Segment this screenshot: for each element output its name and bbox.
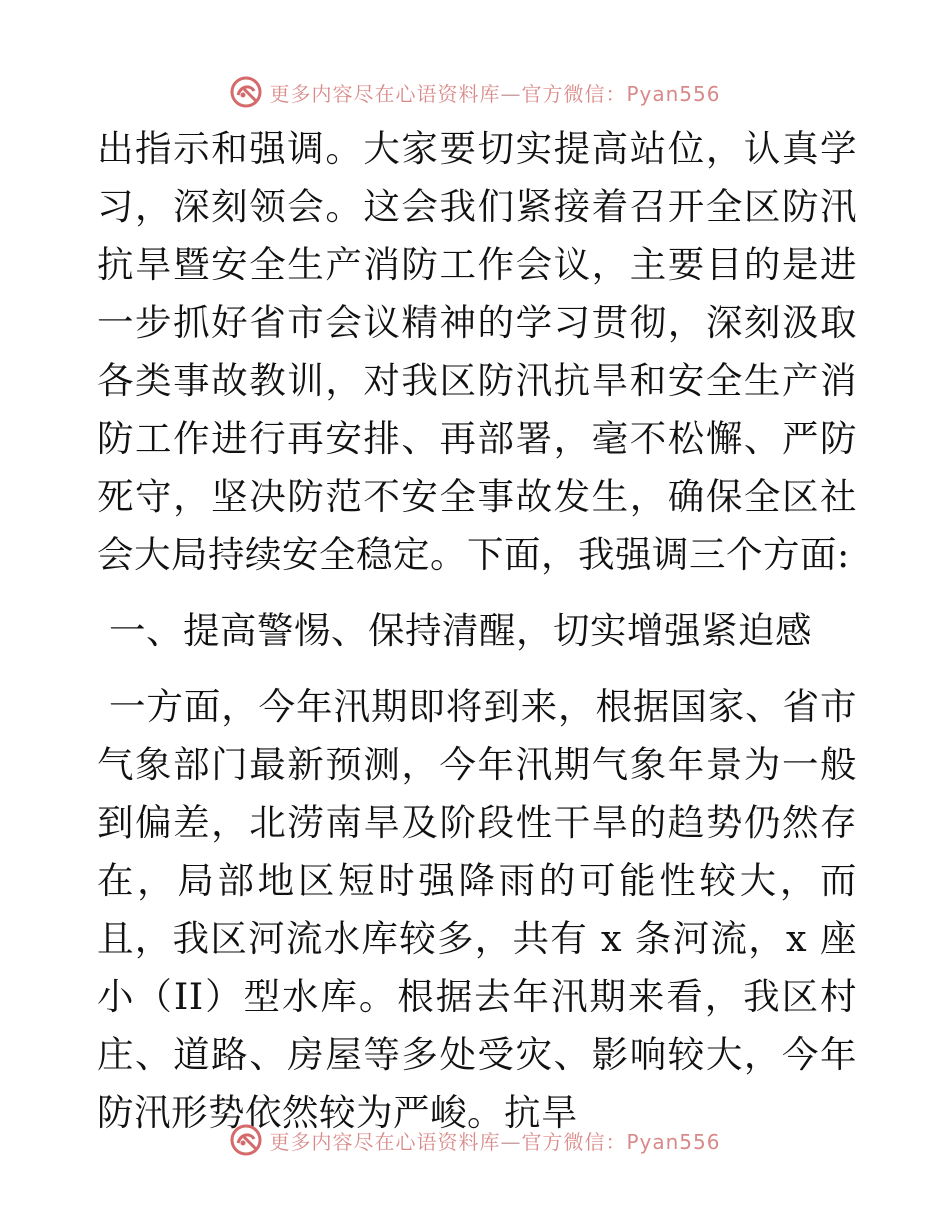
section-heading-1: 一、提高警惕、保持清醒，切实增强紧迫感	[109, 609, 812, 652]
watermark-separator: —	[500, 81, 522, 106]
watermark-main-text: 更多内容尽在心语资料库	[269, 81, 501, 106]
header-watermark	[0, 72, 950, 112]
paragraph-intro: 出指示和强调。大家要切实提高站位，认真学习，深刻领会。这会我们紧接着召开全区防汛抗旱暨安全生产消防工作会议，主要目的是进一步抓好省市会议精神的学习贯彻，深刻汲取各类事故教训，对我区防汛抗旱和安全生产消防工作进行再安排、再部署，毫不松懈、严防死守，坚决防范不安全事故发生，确保全区社会大局持续安全稳定。下面，我强调三个方面:	[97, 127, 857, 576]
watermark-wechat-text: 官方微信：Pyan556	[521, 81, 721, 106]
footer-watermark	[0, 1120, 950, 1160]
watermark-separator: —	[500, 1129, 522, 1154]
document-body	[97, 120, 857, 1142]
watermark-wechat-text: 官方微信：Pyan556	[521, 1129, 721, 1154]
heart-pen-logo-icon	[229, 75, 263, 109]
paragraph-section-1: 一方面，今年汛期即将到来，根据国家、省市气象部门最新预测，今年汛期气象年景为一般到偏差，北涝南旱及阶段性干旱的趋势仍然存在，局部地区短时强降雨的可能性较大，而且，我区河流水库较多，共有 x 条河流，x 座小（II）型水库。根据去年汛期来看，我区村庄、道路、房屋等多处受灾、影响较大，今年防汛形势依然较为严峻。抗旱	[97, 685, 857, 1134]
watermark-main-text: 更多内容尽在心语资料库	[269, 1129, 501, 1154]
heart-pen-logo-icon	[229, 1123, 263, 1157]
